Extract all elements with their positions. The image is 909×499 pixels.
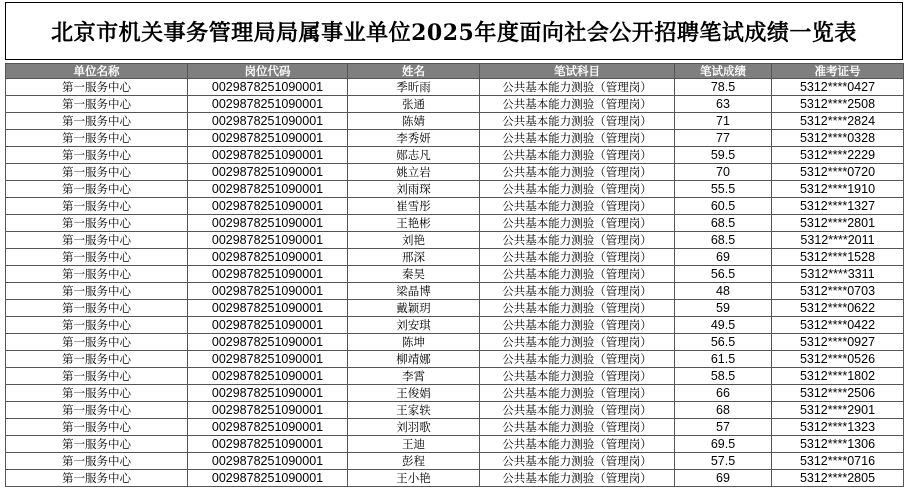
unit-name-cell: 第一服务中心 bbox=[6, 96, 188, 113]
exam-score-cell: 57 bbox=[675, 419, 772, 436]
ticket-number-cell: 5312****0720 bbox=[772, 164, 904, 181]
exam-score-cell: 57.5 bbox=[675, 453, 772, 470]
exam-score-cell: 56.5 bbox=[675, 334, 772, 351]
unit-name-cell: 第一服务中心 bbox=[6, 402, 188, 419]
table-row bbox=[6, 79, 904, 96]
position-code-cell: 0029878251090001 bbox=[188, 181, 348, 198]
ticket-number-cell: 5312****0526 bbox=[772, 351, 904, 368]
table-header bbox=[6, 64, 904, 79]
name-cell: 陈坤 bbox=[348, 334, 480, 351]
unit-name-cell: 第一服务中心 bbox=[6, 164, 188, 181]
table-row bbox=[6, 249, 904, 266]
position-code-cell: 0029878251090001 bbox=[188, 453, 348, 470]
ticket-number-cell: 5312****0927 bbox=[772, 334, 904, 351]
unit-name-cell: 第一服务中心 bbox=[6, 181, 188, 198]
exam-subject-cell: 公共基本能力测验（管理岗） bbox=[480, 147, 675, 164]
position-code-cell: 0029878251090001 bbox=[188, 96, 348, 113]
table-row bbox=[6, 283, 904, 300]
exam-subject-cell: 公共基本能力测验（管理岗） bbox=[480, 436, 675, 453]
exam-score-cell: 69 bbox=[675, 249, 772, 266]
ticket-number-cell: 5312****2508 bbox=[772, 96, 904, 113]
table-row bbox=[6, 232, 904, 249]
ticket-number-cell: 5312****1306 bbox=[772, 436, 904, 453]
name-cell: 崔雪彤 bbox=[348, 198, 480, 215]
position-code-cell: 0029878251090001 bbox=[188, 266, 348, 283]
header-row bbox=[6, 64, 904, 79]
exam-subject-cell: 公共基本能力测验（管理岗） bbox=[480, 266, 675, 283]
exam-subject-cell: 公共基本能力测验（管理岗） bbox=[480, 351, 675, 368]
exam-score-cell: 69 bbox=[675, 470, 772, 487]
exam-subject-cell: 公共基本能力测验（管理岗） bbox=[480, 181, 675, 198]
table-row bbox=[6, 317, 904, 334]
ticket-number-cell: 5312****0716 bbox=[772, 453, 904, 470]
unit-name-cell: 第一服务中心 bbox=[6, 266, 188, 283]
exam-score-cell: 58.5 bbox=[675, 368, 772, 385]
name-cell: 彭程 bbox=[348, 453, 480, 470]
unit-name-cell: 第一服务中心 bbox=[6, 334, 188, 351]
exam-score-cell: 78.5 bbox=[675, 79, 772, 96]
exam-score-cell: 68.5 bbox=[675, 232, 772, 249]
table-row bbox=[6, 419, 904, 436]
unit-name-cell: 第一服务中心 bbox=[6, 198, 188, 215]
ticket-number-cell: 5312****1327 bbox=[772, 198, 904, 215]
exam-subject-cell: 公共基本能力测验（管理岗） bbox=[480, 232, 675, 249]
ticket-number-cell: 5312****0622 bbox=[772, 300, 904, 317]
header-position-code: 岗位代码 bbox=[188, 64, 348, 79]
name-cell: 柳靖娜 bbox=[348, 351, 480, 368]
exam-subject-cell: 公共基本能力测验（管理岗） bbox=[480, 453, 675, 470]
unit-name-cell: 第一服务中心 bbox=[6, 147, 188, 164]
position-code-cell: 0029878251090001 bbox=[188, 351, 348, 368]
ticket-number-cell: 5312****1323 bbox=[772, 419, 904, 436]
position-code-cell: 0029878251090001 bbox=[188, 470, 348, 487]
exam-score-cell: 61.5 bbox=[675, 351, 772, 368]
unit-name-cell: 第一服务中心 bbox=[6, 300, 188, 317]
position-code-cell: 0029878251090001 bbox=[188, 249, 348, 266]
exam-score-cell: 63 bbox=[675, 96, 772, 113]
header-exam-score: 笔试成绩 bbox=[675, 64, 772, 79]
table-row bbox=[6, 215, 904, 232]
name-cell: 刘羽歌 bbox=[348, 419, 480, 436]
header-ticket-number: 准考证号 bbox=[772, 64, 904, 79]
unit-name-cell: 第一服务中心 bbox=[6, 385, 188, 402]
name-cell: 李秀妍 bbox=[348, 130, 480, 147]
exam-subject-cell: 公共基本能力测验（管理岗） bbox=[480, 402, 675, 419]
exam-subject-cell: 公共基本能力测验（管理岗） bbox=[480, 96, 675, 113]
name-cell: 陈婧 bbox=[348, 113, 480, 130]
exam-score-cell: 59.5 bbox=[675, 147, 772, 164]
table-row bbox=[6, 147, 904, 164]
table-row bbox=[6, 198, 904, 215]
unit-name-cell: 第一服务中心 bbox=[6, 351, 188, 368]
exam-subject-cell: 公共基本能力测验（管理岗） bbox=[480, 113, 675, 130]
name-cell: 王家轶 bbox=[348, 402, 480, 419]
name-cell: 季昕雨 bbox=[348, 79, 480, 96]
table-row bbox=[6, 470, 904, 487]
ticket-number-cell: 5312****1802 bbox=[772, 368, 904, 385]
position-code-cell: 0029878251090001 bbox=[188, 215, 348, 232]
table-row bbox=[6, 385, 904, 402]
exam-score-cell: 59 bbox=[675, 300, 772, 317]
exam-score-cell: 49.5 bbox=[675, 317, 772, 334]
exam-subject-cell: 公共基本能力测验（管理岗） bbox=[480, 79, 675, 96]
unit-name-cell: 第一服务中心 bbox=[6, 215, 188, 232]
ticket-number-cell: 5312****2011 bbox=[772, 232, 904, 249]
ticket-number-cell: 5312****0328 bbox=[772, 130, 904, 147]
exam-score-cell: 55.5 bbox=[675, 181, 772, 198]
ticket-number-cell: 5312****0703 bbox=[772, 283, 904, 300]
position-code-cell: 0029878251090001 bbox=[188, 402, 348, 419]
exam-score-cell: 77 bbox=[675, 130, 772, 147]
position-code-cell: 0029878251090001 bbox=[188, 79, 348, 96]
position-code-cell: 0029878251090001 bbox=[188, 334, 348, 351]
name-cell: 刘艳 bbox=[348, 232, 480, 249]
name-cell: 王俊娟 bbox=[348, 385, 480, 402]
position-code-cell: 0029878251090001 bbox=[188, 419, 348, 436]
position-code-cell: 0029878251090001 bbox=[188, 300, 348, 317]
name-cell: 秦昊 bbox=[348, 266, 480, 283]
exam-subject-cell: 公共基本能力测验（管理岗） bbox=[480, 385, 675, 402]
unit-name-cell: 第一服务中心 bbox=[6, 470, 188, 487]
name-cell: 李霄 bbox=[348, 368, 480, 385]
unit-name-cell: 第一服务中心 bbox=[6, 317, 188, 334]
table-row bbox=[6, 453, 904, 470]
name-cell: 姚立岩 bbox=[348, 164, 480, 181]
position-code-cell: 0029878251090001 bbox=[188, 368, 348, 385]
exam-subject-cell: 公共基本能力测验（管理岗） bbox=[480, 334, 675, 351]
scores-table bbox=[5, 63, 904, 487]
ticket-number-cell: 5312****1528 bbox=[772, 249, 904, 266]
name-cell: 邢深 bbox=[348, 249, 480, 266]
position-code-cell: 0029878251090001 bbox=[188, 147, 348, 164]
header-exam-subject: 笔试科目 bbox=[480, 64, 675, 79]
unit-name-cell: 第一服务中心 bbox=[6, 232, 188, 249]
header-name: 姓名 bbox=[348, 64, 480, 79]
exam-score-cell: 48 bbox=[675, 283, 772, 300]
header-unit-name: 单位名称 bbox=[6, 64, 188, 79]
table-row bbox=[6, 436, 904, 453]
name-cell: 刘安琪 bbox=[348, 317, 480, 334]
position-code-cell: 0029878251090001 bbox=[188, 198, 348, 215]
table-body bbox=[6, 79, 904, 487]
position-code-cell: 0029878251090001 bbox=[188, 113, 348, 130]
table-row bbox=[6, 130, 904, 147]
table-row bbox=[6, 300, 904, 317]
unit-name-cell: 第一服务中心 bbox=[6, 436, 188, 453]
exam-subject-cell: 公共基本能力测验（管理岗） bbox=[480, 300, 675, 317]
position-code-cell: 0029878251090001 bbox=[188, 232, 348, 249]
exam-subject-cell: 公共基本能力测验（管理岗） bbox=[480, 249, 675, 266]
table-row bbox=[6, 266, 904, 283]
ticket-number-cell: 5312****0422 bbox=[772, 317, 904, 334]
exam-subject-cell: 公共基本能力测验（管理岗） bbox=[480, 419, 675, 436]
name-cell: 王艳彬 bbox=[348, 215, 480, 232]
ticket-number-cell: 5312****1910 bbox=[772, 181, 904, 198]
ticket-number-cell: 5312****2506 bbox=[772, 385, 904, 402]
ticket-number-cell: 5312****2901 bbox=[772, 402, 904, 419]
name-cell: 刘雨琛 bbox=[348, 181, 480, 198]
unit-name-cell: 第一服务中心 bbox=[6, 453, 188, 470]
unit-name-cell: 第一服务中心 bbox=[6, 419, 188, 436]
table-row bbox=[6, 402, 904, 419]
exam-score-cell: 68.5 bbox=[675, 215, 772, 232]
exam-subject-cell: 公共基本能力测验（管理岗） bbox=[480, 130, 675, 147]
position-code-cell: 0029878251090001 bbox=[188, 385, 348, 402]
unit-name-cell: 第一服务中心 bbox=[6, 368, 188, 385]
name-cell: 梁晶博 bbox=[348, 283, 480, 300]
exam-subject-cell: 公共基本能力测验（管理岗） bbox=[480, 198, 675, 215]
exam-subject-cell: 公共基本能力测验（管理岗） bbox=[480, 470, 675, 487]
unit-name-cell: 第一服务中心 bbox=[6, 130, 188, 147]
exam-subject-cell: 公共基本能力测验（管理岗） bbox=[480, 283, 675, 300]
exam-score-cell: 71 bbox=[675, 113, 772, 130]
exam-subject-cell: 公共基本能力测验（管理岗） bbox=[480, 368, 675, 385]
position-code-cell: 0029878251090001 bbox=[188, 283, 348, 300]
exam-score-cell: 66 bbox=[675, 385, 772, 402]
position-code-cell: 0029878251090001 bbox=[188, 436, 348, 453]
exam-subject-cell: 公共基本能力测验（管理岗） bbox=[480, 164, 675, 181]
table-row bbox=[6, 368, 904, 385]
table-row bbox=[6, 181, 904, 198]
name-cell: 王小艳 bbox=[348, 470, 480, 487]
exam-subject-cell: 公共基本能力测验（管理岗） bbox=[480, 317, 675, 334]
document-title: 北京市机关事务管理局局属事业单位2025年度面向社会公开招聘笔试成绩一览表 bbox=[5, 2, 903, 60]
exam-score-cell: 68 bbox=[675, 402, 772, 419]
ticket-number-cell: 5312****2824 bbox=[772, 113, 904, 130]
unit-name-cell: 第一服务中心 bbox=[6, 249, 188, 266]
position-code-cell: 0029878251090001 bbox=[188, 164, 348, 181]
table-row bbox=[6, 113, 904, 130]
table-row bbox=[6, 96, 904, 113]
exam-score-cell: 70 bbox=[675, 164, 772, 181]
table-row bbox=[6, 164, 904, 181]
table-row bbox=[6, 334, 904, 351]
position-code-cell: 0029878251090001 bbox=[188, 317, 348, 334]
exam-score-cell: 69.5 bbox=[675, 436, 772, 453]
exam-score-cell: 60.5 bbox=[675, 198, 772, 215]
position-code-cell: 0029878251090001 bbox=[188, 130, 348, 147]
name-cell: 戴颖玥 bbox=[348, 300, 480, 317]
ticket-number-cell: 5312****0427 bbox=[772, 79, 904, 96]
unit-name-cell: 第一服务中心 bbox=[6, 79, 188, 96]
ticket-number-cell: 5312****2801 bbox=[772, 215, 904, 232]
unit-name-cell: 第一服务中心 bbox=[6, 283, 188, 300]
ticket-number-cell: 5312****2229 bbox=[772, 147, 904, 164]
table-row bbox=[6, 351, 904, 368]
ticket-number-cell: 5312****3311 bbox=[772, 266, 904, 283]
unit-name-cell: 第一服务中心 bbox=[6, 113, 188, 130]
exam-subject-cell: 公共基本能力测验（管理岗） bbox=[480, 215, 675, 232]
exam-score-cell: 56.5 bbox=[675, 266, 772, 283]
name-cell: 郧志凡 bbox=[348, 147, 480, 164]
name-cell: 张通 bbox=[348, 96, 480, 113]
name-cell: 王迪 bbox=[348, 436, 480, 453]
ticket-number-cell: 5312****2805 bbox=[772, 470, 904, 487]
